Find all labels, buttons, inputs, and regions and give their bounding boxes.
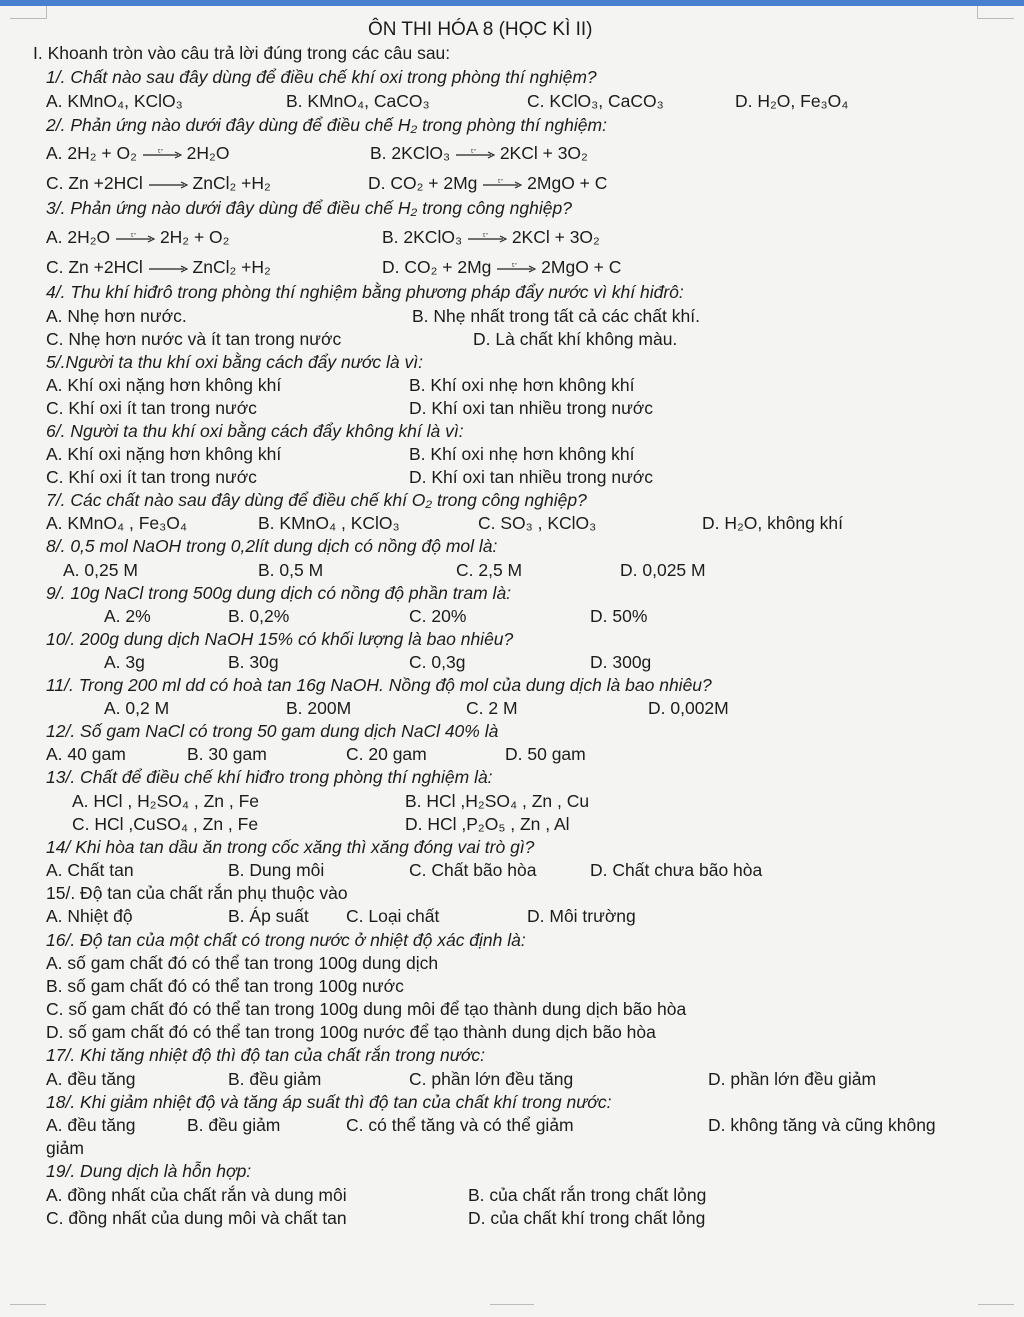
page-marker bbox=[490, 1304, 534, 1313]
option-d-continued: giảm bbox=[46, 1138, 84, 1158]
option-c: C. KClO₃, CaCO₃ bbox=[527, 91, 664, 111]
option-c: C. SO₃ , KClO₃ bbox=[478, 513, 597, 533]
option-c: C. Chất bão hòa bbox=[409, 860, 537, 880]
option-b: B. Áp suất bbox=[228, 906, 309, 926]
question-9: 9/. 10g NaCl trong 500g dung dịch có nồng độ phần tram là: bbox=[46, 583, 512, 603]
option-b-products: 2KCl + 3O₂ bbox=[499, 143, 588, 163]
option-a: A. Chất tan bbox=[46, 860, 134, 880]
option-d: D. Môi trường bbox=[527, 906, 636, 926]
reaction-arrow-icon bbox=[482, 179, 522, 189]
option-d: D. 0,002M bbox=[648, 698, 729, 718]
option-a-products: 2H₂ + O₂ bbox=[159, 227, 230, 247]
option-b: B. số gam chất đó có thể tan trong 100g nước bbox=[46, 976, 404, 996]
option-d: D. H₂O, không khí bbox=[702, 513, 844, 533]
option-d-reactants: D. CO₂ + 2Mg bbox=[382, 257, 492, 277]
question-2: 2/. Phản ứng nào dưới đây dùng để điều chế H₂ trong phòng thí nghiệm: bbox=[46, 115, 607, 135]
option-d: D. số gam chất đó có thể tan trong 100g nước để tạo thành dung dịch bão hòa bbox=[46, 1022, 656, 1042]
option-b: B. HCl ,H₂SO₄ , Zn , Cu bbox=[405, 791, 590, 811]
corner-mark bbox=[10, 6, 47, 19]
option-b: B. của chất rắn trong chất lỏng bbox=[468, 1185, 707, 1205]
question-7: 7/. Các chất nào sau đây dùng để điều chế khí O₂ trong công nghiệp? bbox=[46, 490, 587, 510]
option-c-products: ZnCl₂ +H₂ bbox=[192, 257, 271, 277]
option-a: A. đều tăng bbox=[46, 1069, 136, 1089]
question-19: 19/. Dung dịch là hỗn hợp: bbox=[46, 1161, 252, 1181]
option-c: C. 2 M bbox=[466, 698, 518, 718]
question-4: 4/. Thu khí hiđrô trong phòng thí nghiệm bằng phương pháp đẩy nước vì khí hiđrô: bbox=[46, 282, 684, 302]
question-13: 13/. Chất để điều chế khí hiđro trong phòng thí nghiệm là: bbox=[46, 767, 493, 787]
option-d: D. 0,025 M bbox=[620, 560, 706, 580]
corner-mark bbox=[977, 6, 1014, 19]
option-d: D. Khí oxi tan nhiều trong nước bbox=[409, 398, 654, 418]
option-a: A. đều tăng bbox=[46, 1115, 136, 1135]
option-a: A. số gam chất đó có thể tan trong 100g dung dịch bbox=[46, 953, 439, 973]
option-c: C. 2,5 M bbox=[456, 560, 523, 580]
option-c: C. số gam chất đó có thể tan trong 100g dung môi để tạo thành dung dịch bão hòa bbox=[46, 999, 687, 1019]
option-b: B. 0,5 M bbox=[258, 560, 324, 580]
option-c: C. phần lớn đều tăng bbox=[409, 1069, 574, 1089]
reaction-arrow-icon bbox=[142, 149, 182, 159]
option-b: B. KMnO₄ , KClO₃ bbox=[258, 513, 400, 533]
reaction-arrow-icon bbox=[496, 263, 536, 273]
option-d: D. Là chất khí không màu. bbox=[473, 329, 678, 349]
page-title: ÔN THI HÓA 8 (HỌC KÌ II) bbox=[368, 19, 593, 40]
reaction-arrow-icon bbox=[467, 233, 507, 243]
option-a-products: 2H₂O bbox=[186, 143, 230, 163]
reaction-arrow-icon bbox=[115, 233, 155, 243]
corner-mark bbox=[10, 1304, 46, 1313]
question-16: 16/. Độ tan của một chất có trong nước ở nhiệt độ xác định là: bbox=[46, 930, 526, 950]
option-b: B. KMnO₄, CaCO₃ bbox=[286, 91, 430, 111]
question-11: 11/. Trong 200 ml dd có hoà tan 16g NaOH. Nồng độ mol của dung dịch là bao nhiêu? bbox=[46, 675, 712, 695]
option-c: C. Khí oxi ít tan trong nước bbox=[46, 467, 257, 487]
option-c: C. 0,3g bbox=[409, 652, 466, 672]
option-c: C. HCl ,CuSO₄ , Zn , Fe bbox=[72, 814, 259, 834]
option-c: C. Khí oxi ít tan trong nước bbox=[46, 398, 257, 418]
option-b: B. đều giảm bbox=[228, 1069, 322, 1089]
option-c-reactants: C. Zn +2HCl bbox=[46, 257, 143, 277]
question-12: 12/. Số gam NaCl có trong 50 gam dung dịch NaCl 40% là bbox=[46, 721, 499, 741]
option-a: A. Nhẹ hơn nước. bbox=[46, 306, 187, 326]
option-b: B. Dung môi bbox=[228, 860, 325, 880]
question-17: 17/. Khi tăng nhiệt độ thì độ tan của chất rắn trong nước: bbox=[46, 1045, 486, 1065]
option-a: A. 3g bbox=[104, 652, 145, 672]
question-6: 6/. Người ta thu khí oxi bằng cách đẩy không khí là vì: bbox=[46, 421, 464, 441]
option-c: C. 20% bbox=[409, 606, 467, 626]
option-b: B. Nhẹ nhất trong tất cả các chất khí. bbox=[412, 306, 700, 326]
option-b-reactants: B. 2KClO₃ bbox=[382, 227, 463, 247]
option-b: B. 0,2% bbox=[228, 606, 290, 626]
option-a: A. 40 gam bbox=[46, 744, 126, 764]
option-b: B. 200M bbox=[286, 698, 352, 718]
question-15: 15/. Độ tan của chất rắn phụ thuộc vào bbox=[46, 883, 348, 903]
option-d: D. Chất chưa bão hòa bbox=[590, 860, 763, 880]
option-d: D. HCl ,P₂O₅ , Zn , Al bbox=[405, 814, 570, 834]
option-a: A. 2% bbox=[104, 606, 151, 626]
option-c: C. Loại chất bbox=[346, 906, 440, 926]
option-a: A. đồng nhất của chất rắn và dung môi bbox=[46, 1185, 347, 1205]
arrow-label: t° bbox=[498, 179, 504, 186]
option-d-products: 2MgO + C bbox=[541, 257, 622, 277]
question-14: 14/ Khi hòa tan dầu ăn trong cốc xăng thì xăng đóng vai trò gì? bbox=[46, 837, 535, 857]
arrow-label: t° bbox=[512, 263, 518, 270]
question-5: 5/.Người ta thu khí oxi bằng cách đẩy nước là vì: bbox=[46, 352, 424, 372]
option-d: D. H₂O, Fe₃O₄ bbox=[735, 91, 849, 111]
option-d: D. Khí oxi tan nhiều trong nước bbox=[409, 467, 654, 487]
option-c: C. Nhẹ hơn nước và ít tan trong nước bbox=[46, 329, 342, 349]
option-a-reactants: A. 2H₂ + O₂ bbox=[46, 143, 137, 163]
option-a-reactants: A. 2H₂O bbox=[46, 227, 111, 247]
option-a: A. HCl , H₂SO₄ , Zn , Fe bbox=[72, 791, 260, 811]
option-c-products: ZnCl₂ +H₂ bbox=[192, 173, 271, 193]
question-3: 3/. Phản ứng nào dưới đây dùng để điều chế H₂ trong công nghiệp? bbox=[46, 198, 572, 218]
option-a: A. KMnO₄, KClO₃ bbox=[46, 91, 183, 111]
arrow-label: t° bbox=[470, 149, 477, 156]
question-1: 1/. Chất nào sau đây dùng để điều chế khí oxi trong phòng thí nghiệm? bbox=[46, 67, 597, 87]
option-d: D. 300g bbox=[590, 652, 652, 672]
reaction-arrow-icon bbox=[455, 149, 495, 159]
option-a: A. Khí oxi nặng hơn không khí bbox=[46, 444, 282, 464]
option-a: A. 0,25 M bbox=[63, 560, 138, 580]
option-a: A. Nhiệt độ bbox=[46, 906, 133, 926]
option-c: C. 20 gam bbox=[346, 744, 427, 764]
reaction-arrow-icon bbox=[148, 263, 188, 273]
option-b: B. Khí oxi nhẹ hơn không khí bbox=[409, 375, 635, 395]
option-b: B. 30 gam bbox=[187, 744, 267, 764]
arrow-label: t° bbox=[131, 233, 137, 240]
option-a: A. KMnO₄ , Fe₃O₄ bbox=[46, 513, 188, 533]
arrow-label: t° bbox=[482, 233, 489, 240]
option-d-reactants: D. CO₂ + 2Mg bbox=[368, 173, 478, 193]
option-c: C. có thể tăng và có thể giảm bbox=[346, 1115, 574, 1135]
section-heading: I. Khoanh tròn vào câu trả lời đúng trong các câu sau: bbox=[33, 43, 451, 63]
corner-mark bbox=[978, 1304, 1014, 1313]
question-18: 18/. Khi giảm nhiệt độ và tăng áp suất thì độ tan của chất khí trong nước: bbox=[46, 1092, 612, 1112]
top-edge bbox=[0, 0, 1024, 6]
option-c-reactants: C. Zn +2HCl bbox=[46, 173, 143, 193]
option-a: A. Khí oxi nặng hơn không khí bbox=[46, 375, 282, 395]
reaction-arrow-icon bbox=[148, 179, 188, 189]
option-c: C. đồng nhất của dung môi và chất tan bbox=[46, 1208, 347, 1228]
option-b-reactants: B. 2KClO₃ bbox=[370, 143, 451, 163]
option-d: D. không tăng và cũng không bbox=[708, 1115, 936, 1135]
option-d: D. 50% bbox=[590, 606, 648, 626]
option-d-products: 2MgO + C bbox=[527, 173, 608, 193]
question-10: 10/. 200g dung dịch NaOH 15% có khối lượng là bao nhiêu? bbox=[46, 629, 514, 649]
option-b-products: 2KCl + 3O₂ bbox=[511, 227, 600, 247]
option-b: B. đều giảm bbox=[187, 1115, 281, 1135]
option-d: D. 50 gam bbox=[505, 744, 586, 764]
option-b: B. Khí oxi nhẹ hơn không khí bbox=[409, 444, 635, 464]
question-8: 8/. 0,5 mol NaOH trong 0,2lít dung dịch có nồng độ mol là: bbox=[46, 536, 498, 556]
option-d: D. của chất khí trong chất lỏng bbox=[468, 1208, 706, 1228]
option-b: B. 30g bbox=[228, 652, 279, 672]
arrow-label: t° bbox=[157, 149, 164, 156]
option-d: D. phần lớn đều giảm bbox=[708, 1069, 877, 1089]
option-a: A. 0,2 M bbox=[104, 698, 170, 718]
